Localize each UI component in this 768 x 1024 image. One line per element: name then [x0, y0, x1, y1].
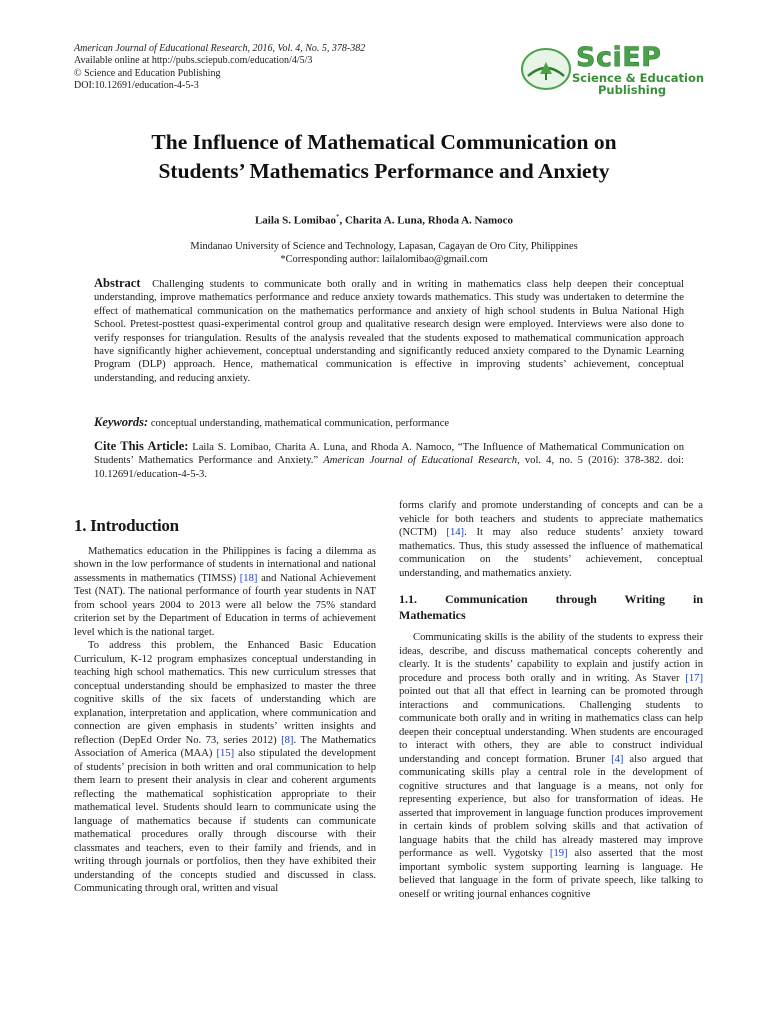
- paper-title-line1: The Influence of Mathematical Communication on: [151, 130, 617, 154]
- intro-p1-text-b: and National Achievement Test (NAT). The national performance of fourth year students in NAT from school years 2004 to 2013 were all below the 75% standard criterion set by the Department of Education in terms of achievement level which is the national target.: [74, 572, 377, 638]
- subsection-heading-line1: 1.1. Communication through Writing in: [399, 592, 703, 606]
- author-first: Laila S. Lomibao: [254, 214, 336, 227]
- online-availability-line: Available online at http://pubs.sciepub.com/education/4/5/3: [74, 55, 313, 67]
- cite-this-article: [94, 440, 684, 481]
- sciep-logo-mark-icon: [520, 46, 572, 92]
- writing-text-a: Communicating skills is the ability of the students to express their ideas, describe, and discuss mathematical concepts coherently and clearly. It is the students’ capability to explain and justify action in procedure and process both orally and in writing. As Staver: [399, 632, 703, 684]
- copyright-line: © Science and Education Publishing: [74, 67, 221, 79]
- paper-title-line2: Students’ Mathematics Performance and Anxiety: [158, 159, 610, 183]
- paper-title: [60, 128, 708, 186]
- right-column: [399, 499, 703, 901]
- cite-text-b: , vol. 4, no. 5 (2016): 378-382. doi: 10.12691/education-4-5-3.: [94, 455, 684, 480]
- cite-label: Cite This Article:: [94, 439, 189, 453]
- cite-text-a: Laila S. Lomibao, Charita A. Luna, and Rhoda A. Namoco, “The Influence of Mathematical Communication on Students’ Mathematics Performance and Anxiety.”: [94, 442, 685, 467]
- left-column: [74, 516, 377, 896]
- reference-link-18[interactable]: [18]: [239, 572, 258, 584]
- reference-link-4[interactable]: [4]: [611, 753, 624, 765]
- journal-header: [74, 43, 534, 93]
- author-rest: , Charita A. Luna, Rhoda A. Namoco: [339, 214, 514, 227]
- author-list: [60, 213, 708, 227]
- intro-paragraph-1: [74, 545, 376, 640]
- writing-text-c: also argued that communicating skills play a central role in the development of cognitive structures and that language is a means, not only for representing experience, but also for transformation of ideas. He asserted that improvement in language function produces improvement in certain kinds of problem solving skills and that activation of language habits that the child has already mastered may improve performance as well. Vygotsky: [399, 753, 703, 859]
- cite-journal: American Journal of Educational Research: [323, 455, 518, 467]
- reference-link-19[interactable]: [19]: [549, 848, 568, 859]
- reference-link-17[interactable]: [17]: [685, 672, 703, 684]
- intro-p2-text-b: . The Mathematics Association of America (MAA): [74, 734, 376, 759]
- intro-paragraph-continued: [399, 499, 703, 580]
- abstract-label: Abstract: [94, 276, 141, 290]
- intro-p2-text-a: To address this problem, the Enhanced Basic Education Curriculum, K-12 program emphasizes conceptual understanding in teaching high school mathematics. This new curriculum stresses that conceptual understanding should be emphasized to master the three cognitive skills of the six facets of understanding which are explanation, interpretation and application, where communication and connection are given emphasis in students’ written insights and reflection (DepEd Order No. 73, series 2012): [74, 640, 376, 746]
- corresponding-author: *Corresponding author: lailalomibao@gmail.com: [280, 254, 488, 265]
- writing-paragraph: [399, 631, 703, 901]
- keywords-text: conceptual understanding, mathematical communication, performance: [150, 418, 450, 429]
- intro-p1-text-a: Mathematics education in the Philippines is facing a dilemma as shown in the low performance of students in international and national assessments in mathematics (TIMSS): [74, 545, 376, 584]
- section-heading-introduction: 1. Introduction: [74, 516, 179, 535]
- abstract-text: Challenging students to communicate both orally and in writing in mathematics class help deepen their conceptual understanding, improve mathematics performance and reduce anxiety towards mathematics. This study was undertaken to determine the effect of mathematical communication on the mathematics performance and anxiety of high school students in Bulua National High School. Pretest-posttest quasi-experimental control group and qualitative research design were employed. Interviews were also done to verify responses for triangulation. Results of the analysis revealed that the students exposed to mathematical communication approach have significantly higher achievement, conceptual understanding and significantly reduced anxiety compared to the Dynamic Learning Program (DLP) approach. Hence, mathematical communication is effective in improving students’ achievement, conceptual understanding, and reducing anxiety.: [94, 279, 685, 384]
- writing-text-d: also asserted that the most important symbolic system supporting learning is language. He believed that language in the form of private speech, like talking to oneself or writing journal enhances cognitive: [399, 848, 703, 900]
- reference-link-8[interactable]: [8]: [281, 734, 294, 746]
- logo-subtitle-line2: Publishing: [598, 83, 667, 97]
- subsection-heading-writing: [399, 592, 703, 623]
- keywords: [94, 416, 684, 430]
- sciep-logo: [516, 42, 705, 97]
- subsection-heading-line2: Mathematics: [399, 607, 466, 622]
- intro-cont-text-a: forms clarify and promote understanding of concepts and can be a vehicle for both teachers and students to appreciate mathematics (NCTM): [399, 500, 703, 538]
- abstract: [94, 277, 684, 385]
- intro-p2-text-c: also stipulated the development of students’ precision in both written and oral communication to help them learn to present their analysis in clear and coherent arguments reflecting the mathematical sophistication appropriate to their mathematical level. Students should learn to communicate using the language of mathematics because if students can communicate mathematical procedures orally through discourse with their classmates and teachers, even to their family and friends, and in writing through journals or portfolios, then they have exhibited their understanding of the concepts studied and discussed in class. Communicating through oral, written and visual: [74, 748, 376, 894]
- intro-paragraph-2: [74, 639, 376, 896]
- affiliation: Mindanao University of Science and Technology, Lapasan, Cagayan de Oro City, Philippines: [190, 241, 578, 252]
- affiliation-block: [60, 240, 708, 266]
- writing-text-b: pointed out that all that effect in learning can be promoted through interactions and communications. Challenging students to communicate both orally and in writing in mathematics class can help deepen their conceptual understanding. When students are encouraged to interact with others, they are able to construct individual understanding and concept formation. Bruner: [399, 686, 703, 765]
- intro-cont-text-b: . It may also reduce students’ anxiety toward mathematics. Thus, this study assessed the influence of mathematical communication on the students’ achievement, conceptual understanding, and mathematics anxiety.: [399, 527, 703, 579]
- reference-link-15[interactable]: [15]: [216, 748, 235, 759]
- doi-line: DOI:10.12691/education-4-5-3: [74, 80, 199, 92]
- logo-wordmark: SciEP: [576, 42, 662, 73]
- corresponding-mark: *: [335, 213, 340, 221]
- logo-subtitle-line1: Science & Education: [572, 71, 705, 85]
- reference-link-14[interactable]: [14]: [446, 527, 465, 538]
- journal-citation-line: American Journal of Educational Research, 2016, Vol. 4, No. 5, 378-382: [74, 43, 366, 54]
- keywords-label: Keywords:: [94, 415, 149, 429]
